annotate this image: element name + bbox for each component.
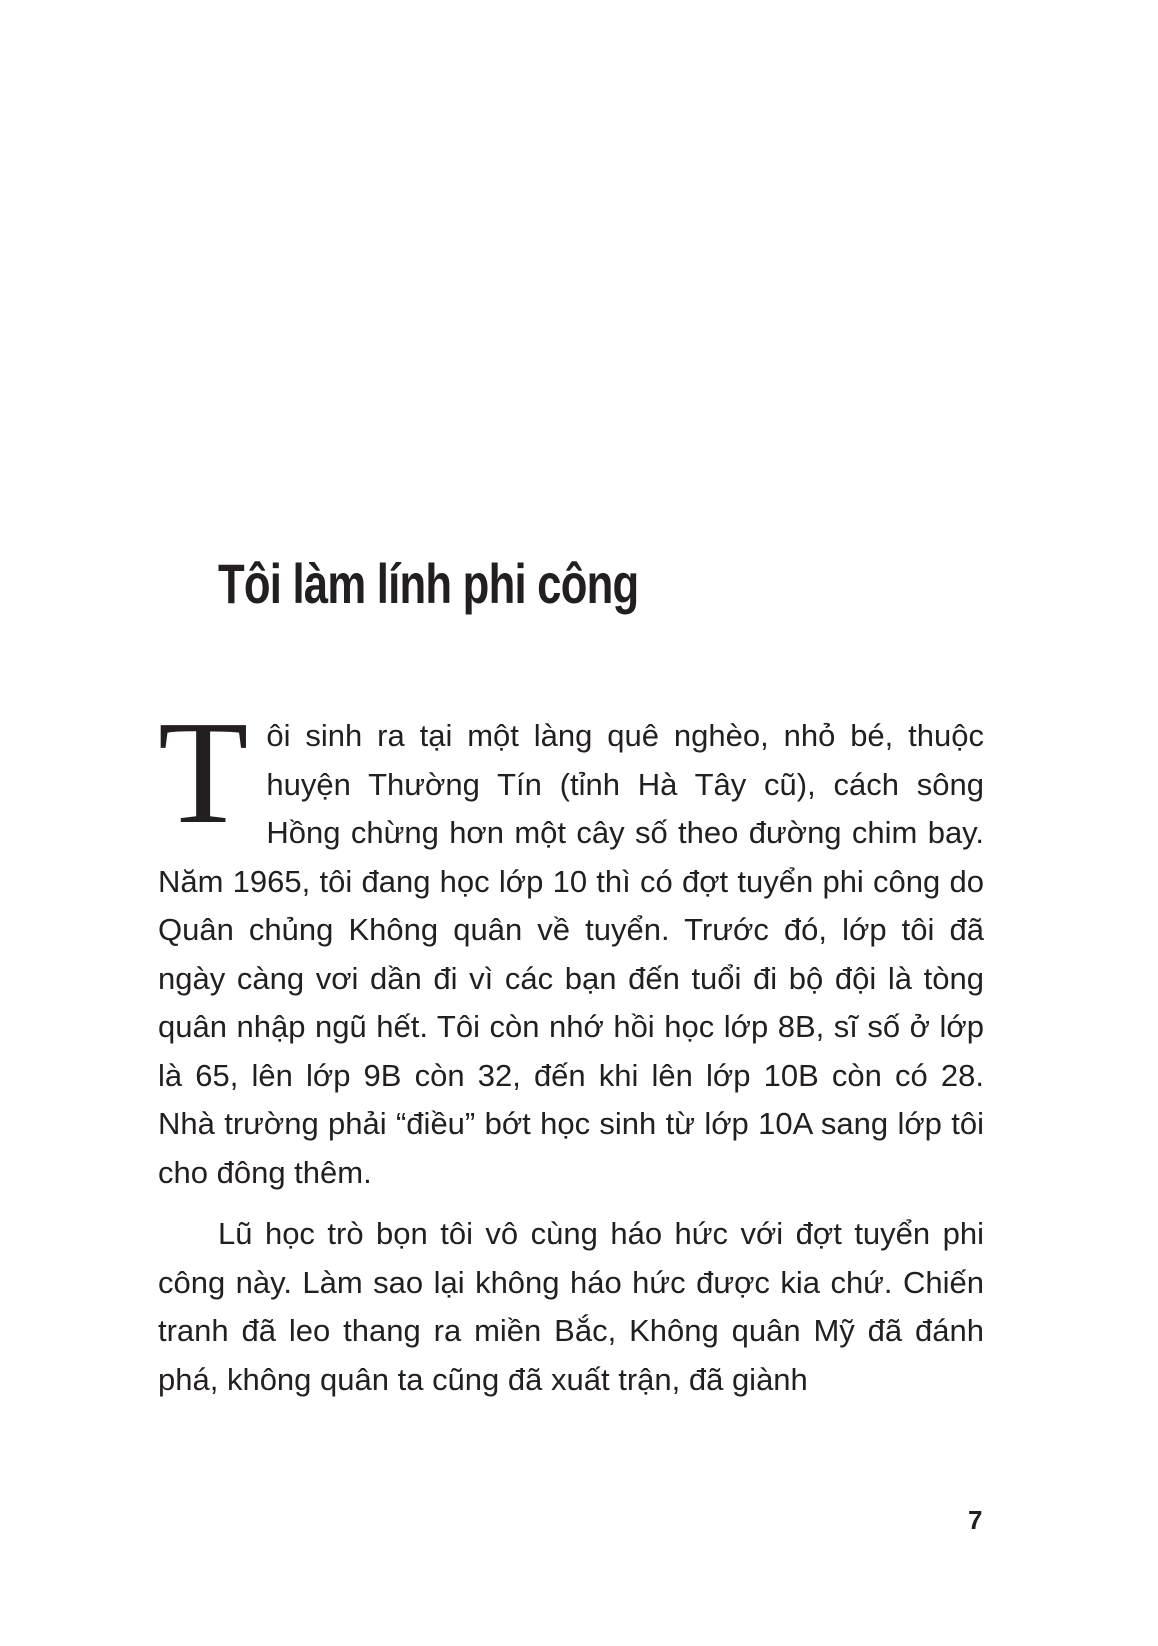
drop-cap: T bbox=[158, 691, 249, 855]
paragraph-1-text: ôi sinh ra tại một làng quê nghèo, nhỏ bé, thuộc huyện Thường Tín (tỉnh Hà Tây cũ), cách sông Hồng chừng hơn một cây số theo đường chim bay. Năm 1965, tôi đang học lớp 10 thì có đợt tuyển phi công do Quân chủng Không quân về tuyển. Trước đó, lớp tôi đã ngày càng vơi dần đi vì các bạn đến tuổi đi bộ đội là tòng quân nhập ngũ hết. Tôi còn nhớ hồi học lớp 8B, sĩ số ở lớp là 65, lên lớp 9B còn 32, đến khi lên lớp 10B còn có 28. Nhà trường phải “điều” bớt học sinh từ lớp 10A sang lớp tôi cho đông thêm. bbox=[158, 718, 984, 1190]
chapter-title: Tôi làm lính phi công bbox=[218, 552, 639, 615]
paragraph-2: Lũ học trò bọn tôi vô cùng háo hức với đợt tuyển phi công này. Làm sao lại không háo hức được kia chứ. Chiến tranh đã leo thang ra miền Bắc, Không quân Mỹ đã đánh phá, không quân ta cũng đã xuất trận, đã giành bbox=[158, 1216, 984, 1397]
page-number: 7 bbox=[968, 1505, 983, 1535]
body-text bbox=[158, 691, 984, 1417]
paragraph-1 bbox=[158, 691, 984, 1197]
